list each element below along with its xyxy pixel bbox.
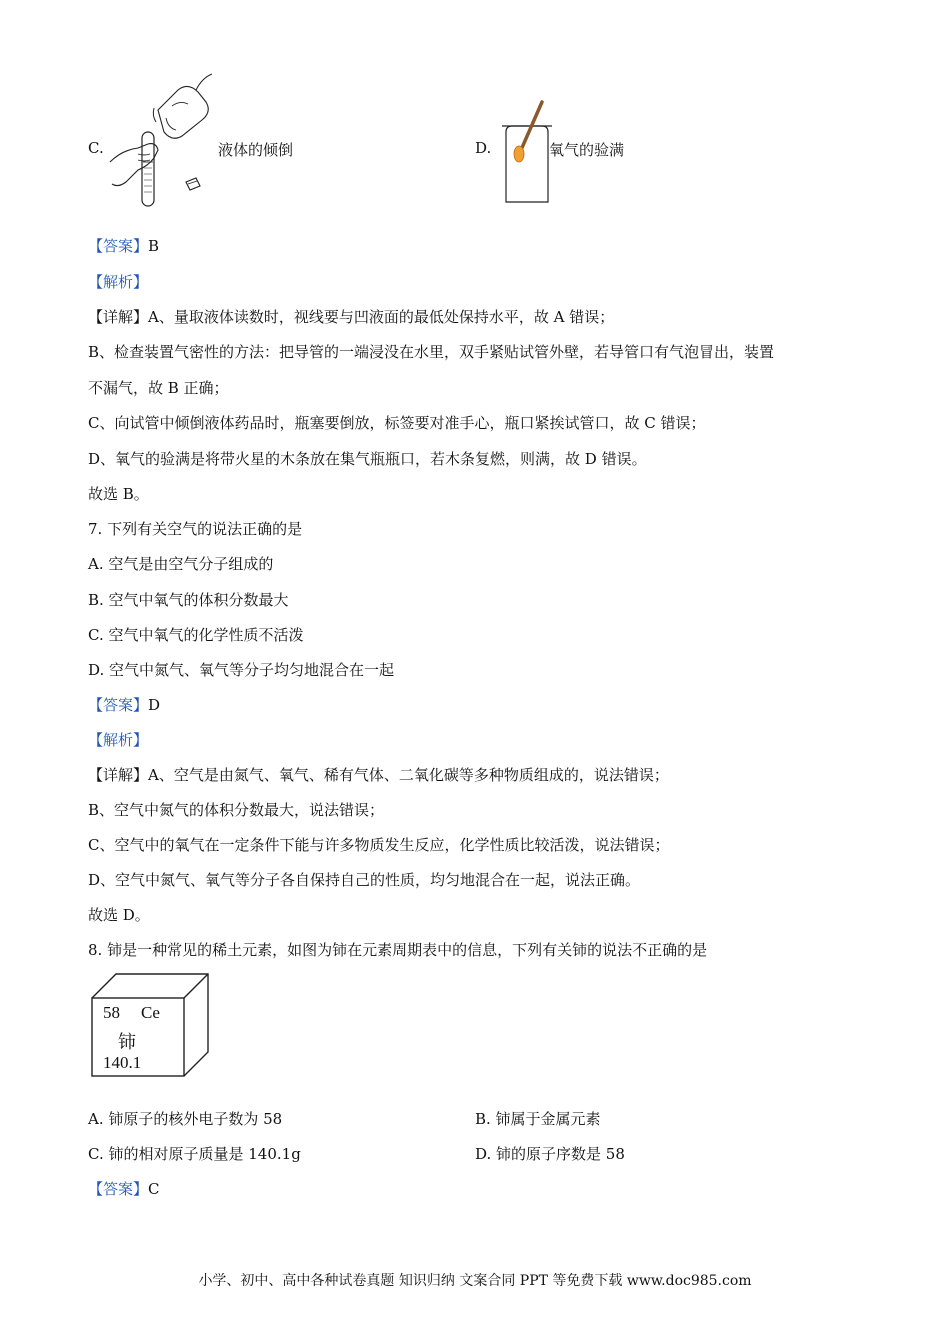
q6-detail-line-1: B、检查装置气密性的方法：把导管的一端浸没在水里，双手紧贴试管外壁，若导管口有气泡冒出，装置: [88, 343, 775, 361]
q6-conclusion: 故选 B。: [88, 485, 149, 503]
q8-answer: [88, 1178, 160, 1199]
option-c-label: C.: [88, 139, 104, 157]
answer-tag: 【答案】: [88, 1180, 149, 1198]
element-symbol: Ce: [141, 1003, 160, 1022]
detail-text: A、量取液体读数时，视线要与凹液面的最低处保持水平，故 A 错误；: [148, 308, 615, 326]
q6-detail-line-4: D、氧气的验满是将带火星的木条放在集气瓶瓶口，若木条复燃，则满，故 D 错误。: [88, 450, 647, 468]
analysis-tag: 【解析】: [88, 273, 149, 291]
answer-value: C: [148, 1180, 160, 1198]
answer-value: D: [148, 696, 161, 714]
q7-detail-line-2: C、空气中的氧气在一定条件下能与许多物质发生反应，化学性质比较活泼，说法错误；: [88, 836, 670, 854]
option-d-caption: 氧气的验满: [549, 141, 625, 159]
q8-option-b: B. 铈属于金属元素: [475, 1110, 601, 1128]
q7-conclusion: 故选 D。: [88, 906, 150, 924]
detail-tag: 【详解】: [88, 308, 149, 326]
q7-option-c: C. 空气中氧气的化学性质不活泼: [88, 626, 304, 644]
element-name: 铈: [118, 1032, 136, 1053]
q7-detail-line-1: B、空气中氮气的体积分数最大，说法错误；: [88, 801, 385, 819]
q6-detail-line-2: 不漏气，故 B 正确；: [88, 379, 229, 397]
element-mass: 140.1: [103, 1053, 142, 1072]
page-footer: 小学、初中、高中各种试卷真题 知识归纳 文案合同 PPT 等免费下载 www.doc985.com: [198, 1273, 752, 1289]
q7-option-b: B. 空气中氧气的体积分数最大: [88, 591, 289, 609]
q8-stem: 8. 铈是一种常见的稀土元素，如图为铈在元素周期表中的信息，下列有关铈的说法不正确的是: [88, 941, 708, 959]
q8-option-c: C. 铈的相对原子质量是 140.1g: [88, 1145, 301, 1163]
analysis-tag: 【解析】: [88, 731, 149, 749]
answer-tag: 【答案】: [88, 237, 149, 255]
q7-detail-line-3: D、空气中氮气、氧气等分子各自保持自己的性质，均匀地混合在一起，说法正确。: [88, 871, 641, 889]
q7-option-a: A. 空气是由空气分子组成的: [88, 555, 274, 573]
q6-answer: [88, 235, 159, 256]
q8-option-a: A. 铈原子的核外电子数为 58: [88, 1110, 283, 1128]
answer-tag: 【答案】: [88, 696, 149, 714]
q8-option-d: D. 铈的原子序数是 58: [475, 1145, 625, 1163]
q7-stem: 7. 下列有关空气的说法正确的是: [88, 520, 303, 538]
answer-value: B: [148, 237, 160, 255]
detail-tag: 【详解】: [88, 766, 149, 784]
liquid-pouring-figure: [108, 70, 218, 210]
q6-analysis-tag: [88, 271, 148, 292]
q7-analysis-tag: [88, 729, 148, 750]
q7-answer: [88, 694, 160, 715]
q7-option-d: D. 空气中氮气、氧气等分子均匀地混合在一起: [88, 661, 395, 679]
q6-detail-line-3: C、向试管中倾倒液体药品时，瓶塞要倒放，标签要对准手心，瓶口紧挨试管口，故 C 错误；: [88, 414, 706, 432]
element-number: 58: [103, 1003, 120, 1022]
option-d-label: D.: [475, 139, 492, 157]
q7-detail-line-0: [88, 764, 669, 785]
q6-detail-line-0: [88, 306, 614, 327]
detail-text: A、空气是由氮气、氧气、稀有气体、二氧化碳等多种物质组成的，说法错误；: [148, 766, 669, 784]
option-c-caption: 液体的倾倒: [218, 141, 294, 159]
